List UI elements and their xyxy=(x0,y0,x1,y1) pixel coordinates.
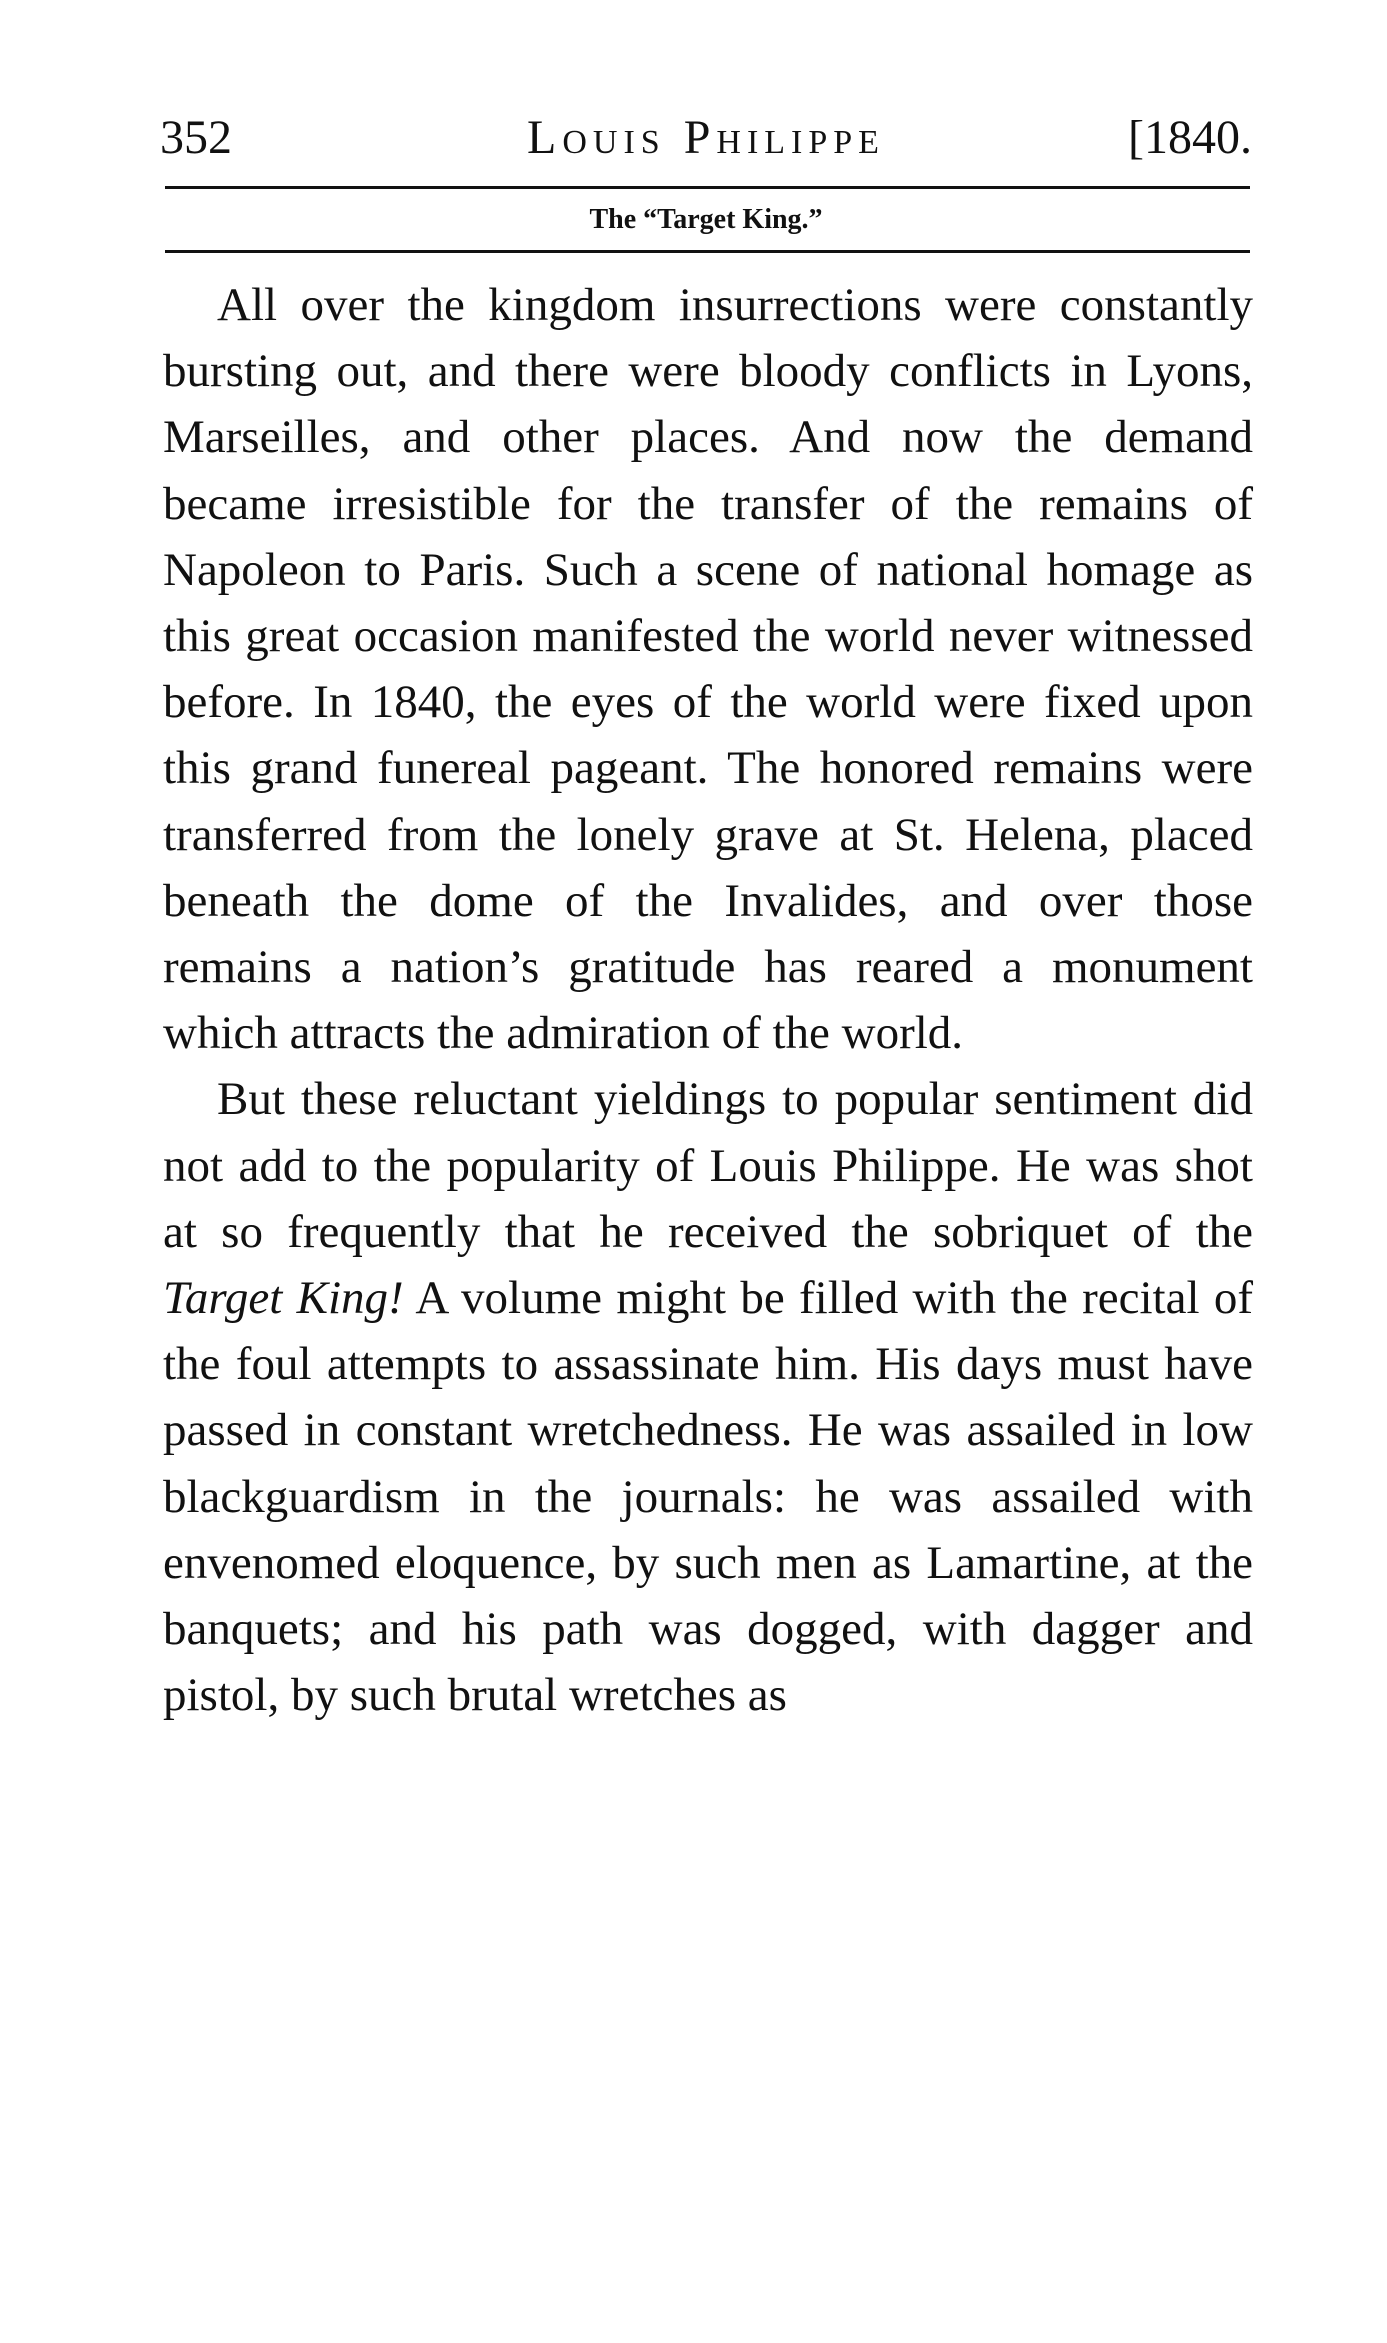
italic-phrase: Target King! xyxy=(163,1272,404,1325)
header-rule-bottom xyxy=(165,250,1250,253)
paragraph-2-end: A volume might be filled with the recital of the foul attempts to assassinate him. His days must have passed in constant wretchedness. He was assailed in low blackguardism in the journals: he was assailed with envenomed eloquence, by such men as Lamartine, at the banquets; and his path was dogged, with dagger and pistol, by such brutal wretches as xyxy=(163,1272,1253,1722)
header-year: [1840. xyxy=(1128,111,1252,164)
running-title: Louis Philippe xyxy=(527,111,885,164)
paragraph-2-start: But these reluctant yieldings to popular sentiment did not add to the popularity of Louis Philippe. He was shot at so frequently that he received the sobriquet of the xyxy=(163,1073,1253,1258)
body-text xyxy=(163,272,1253,1728)
paragraph-1: All over the kingdom insurrections were constantly bursting out, and there were bloody conflicts in Lyons, Marseilles, and other places. And now the demand became irresistible for the transfer of the remains of Napoleon to Paris. Such a scene of national homage as this great occasion manifested the world never witnessed before. In 1840, the eyes of the world were fixed upon this grand funereal pageant. The honored remains were transferred from the lonely grave at St. Helena, placed beneath the dome of the Invalides, and over those remains a nation’s gratitude has reared a monument which attracts the admiration of the world. xyxy=(163,279,1253,1060)
page-number: 352 xyxy=(160,111,232,164)
page-header xyxy=(160,108,1252,168)
paragraph-2 xyxy=(163,1066,1253,1728)
section-subheading: The “Target King.” xyxy=(589,204,823,235)
header-rule-top xyxy=(165,186,1250,189)
